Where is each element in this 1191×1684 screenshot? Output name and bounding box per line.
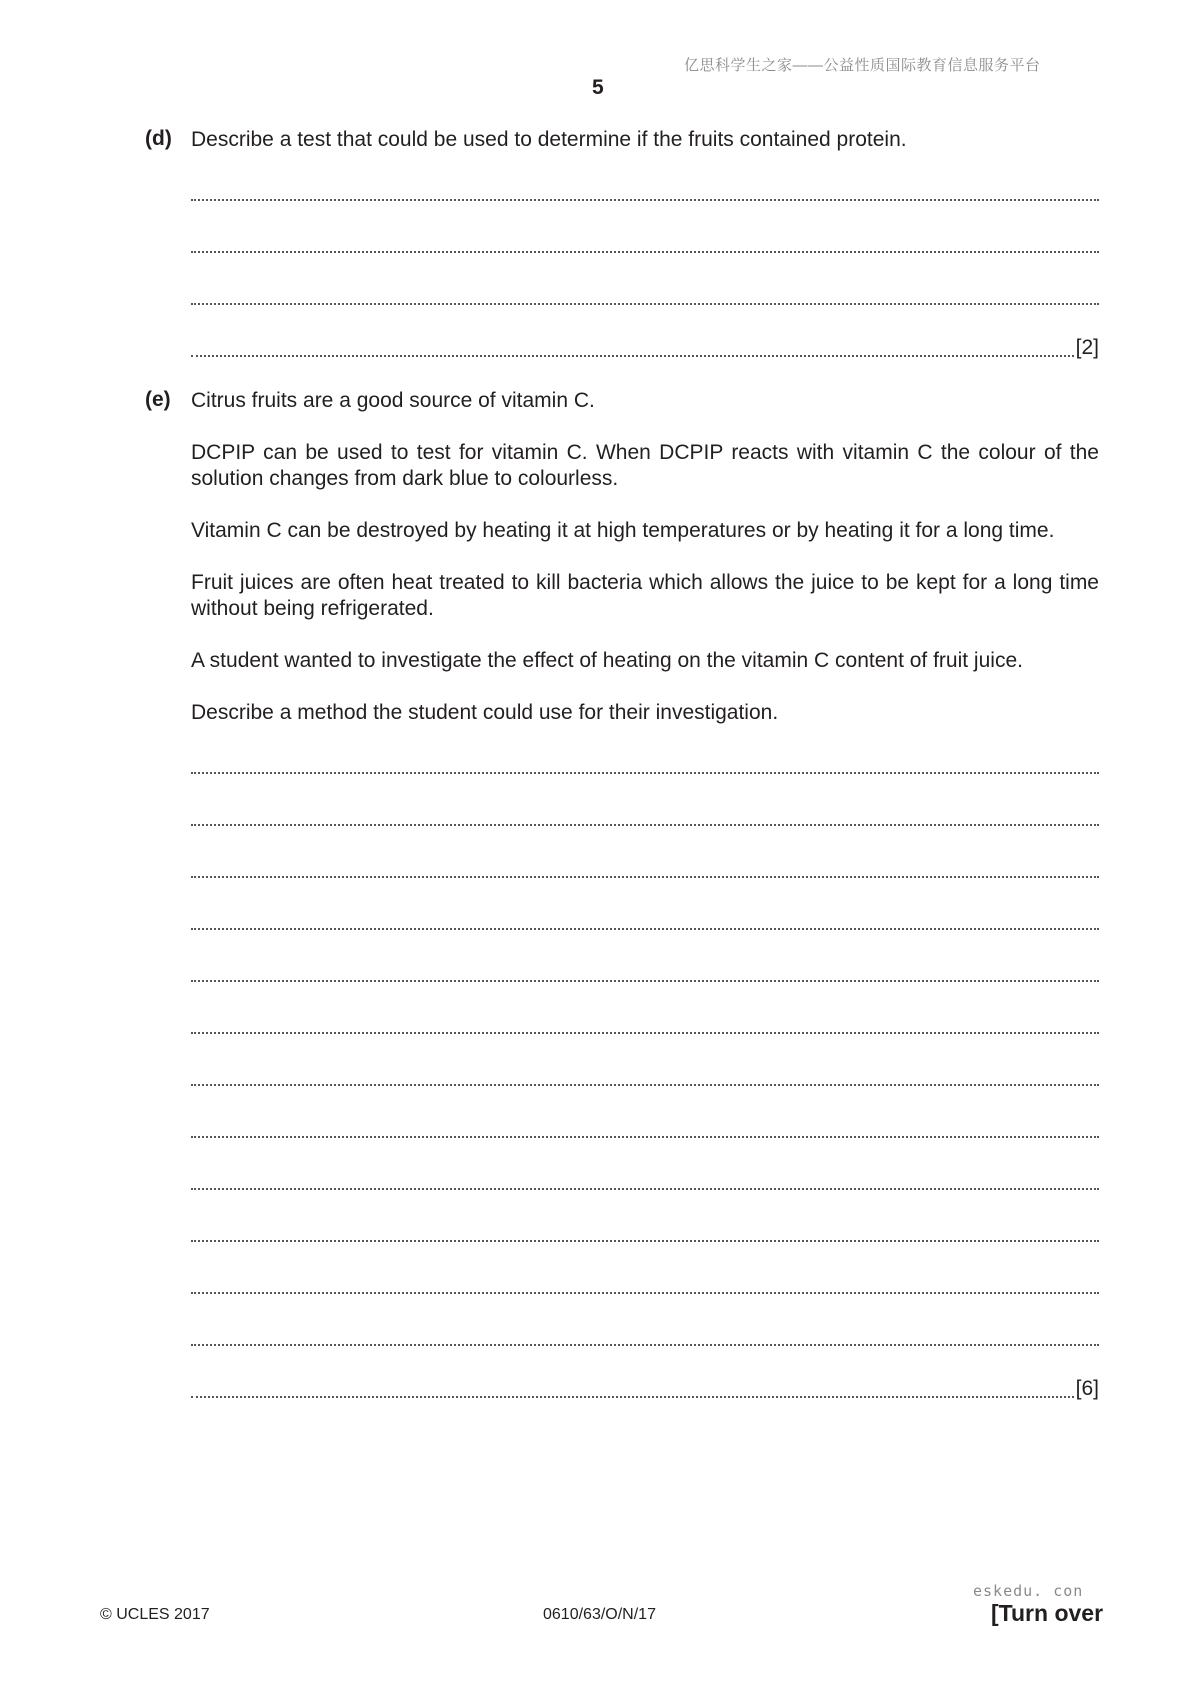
answer-line[interactable]: [191, 752, 1099, 778]
header-watermark: 亿思科学生之家——公益性质国际教育信息服务平台: [684, 57, 1041, 74]
part-d-marks: [2]: [1075, 336, 1099, 359]
footer-copyright: © UCLES 2017: [100, 1606, 210, 1623]
part-e-label: (e): [145, 388, 171, 411]
part-e-paragraph: Citrus fruits are a good source of vitamin C.: [191, 389, 595, 412]
part-e-paragraph: Fruit juices are often heat treated to kill bacteria which allows the juice to be kept for a long time without being refrigerated.: [191, 571, 1099, 620]
answer-line[interactable]: [191, 1012, 1099, 1038]
answer-line[interactable]: [191, 231, 1099, 257]
footer-paper-code: 0610/63/O/N/17: [543, 1606, 656, 1623]
turn-over-label: [Turn over: [991, 1600, 1104, 1626]
answer-line[interactable]: [191, 1324, 1099, 1350]
answer-line[interactable]: [191, 908, 1099, 934]
footer-watermark: eskedu. con: [973, 1582, 1084, 1600]
part-d-question: Describe a test that could be used to determine if the fruits contained protein.: [191, 128, 907, 151]
answer-line[interactable]: [191, 283, 1099, 309]
part-e-marks: [6]: [1075, 1377, 1099, 1400]
answer-line[interactable]: [191, 856, 1099, 882]
answer-line-final[interactable]: [191, 335, 1099, 361]
answer-line[interactable]: [191, 1272, 1099, 1298]
answer-line[interactable]: [191, 804, 1099, 830]
part-e-paragraph: DCPIP can be used to test for vitamin C. When DCPIP reacts with vitamin C the colour of the solution changes from dark blue to colourless.: [191, 441, 1099, 490]
answer-line[interactable]: [191, 179, 1099, 205]
answer-line[interactable]: [191, 1116, 1099, 1142]
part-d-label: (d): [145, 127, 172, 150]
part-e-paragraph: A student wanted to investigate the effect of heating on the vitamin C content of fruit juice.: [191, 649, 1023, 672]
answer-line[interactable]: [191, 1168, 1099, 1194]
part-e-paragraph: Vitamin C can be destroyed by heating it at high temperatures or by heating it for a long time.: [191, 519, 1055, 542]
page-number: 5: [592, 76, 604, 99]
answer-line-final[interactable]: [191, 1376, 1099, 1402]
answer-line[interactable]: [191, 960, 1099, 986]
answer-line[interactable]: [191, 1220, 1099, 1246]
answer-line[interactable]: [191, 1064, 1099, 1090]
part-e-instruction: Describe a method the student could use for their investigation.: [191, 701, 779, 724]
